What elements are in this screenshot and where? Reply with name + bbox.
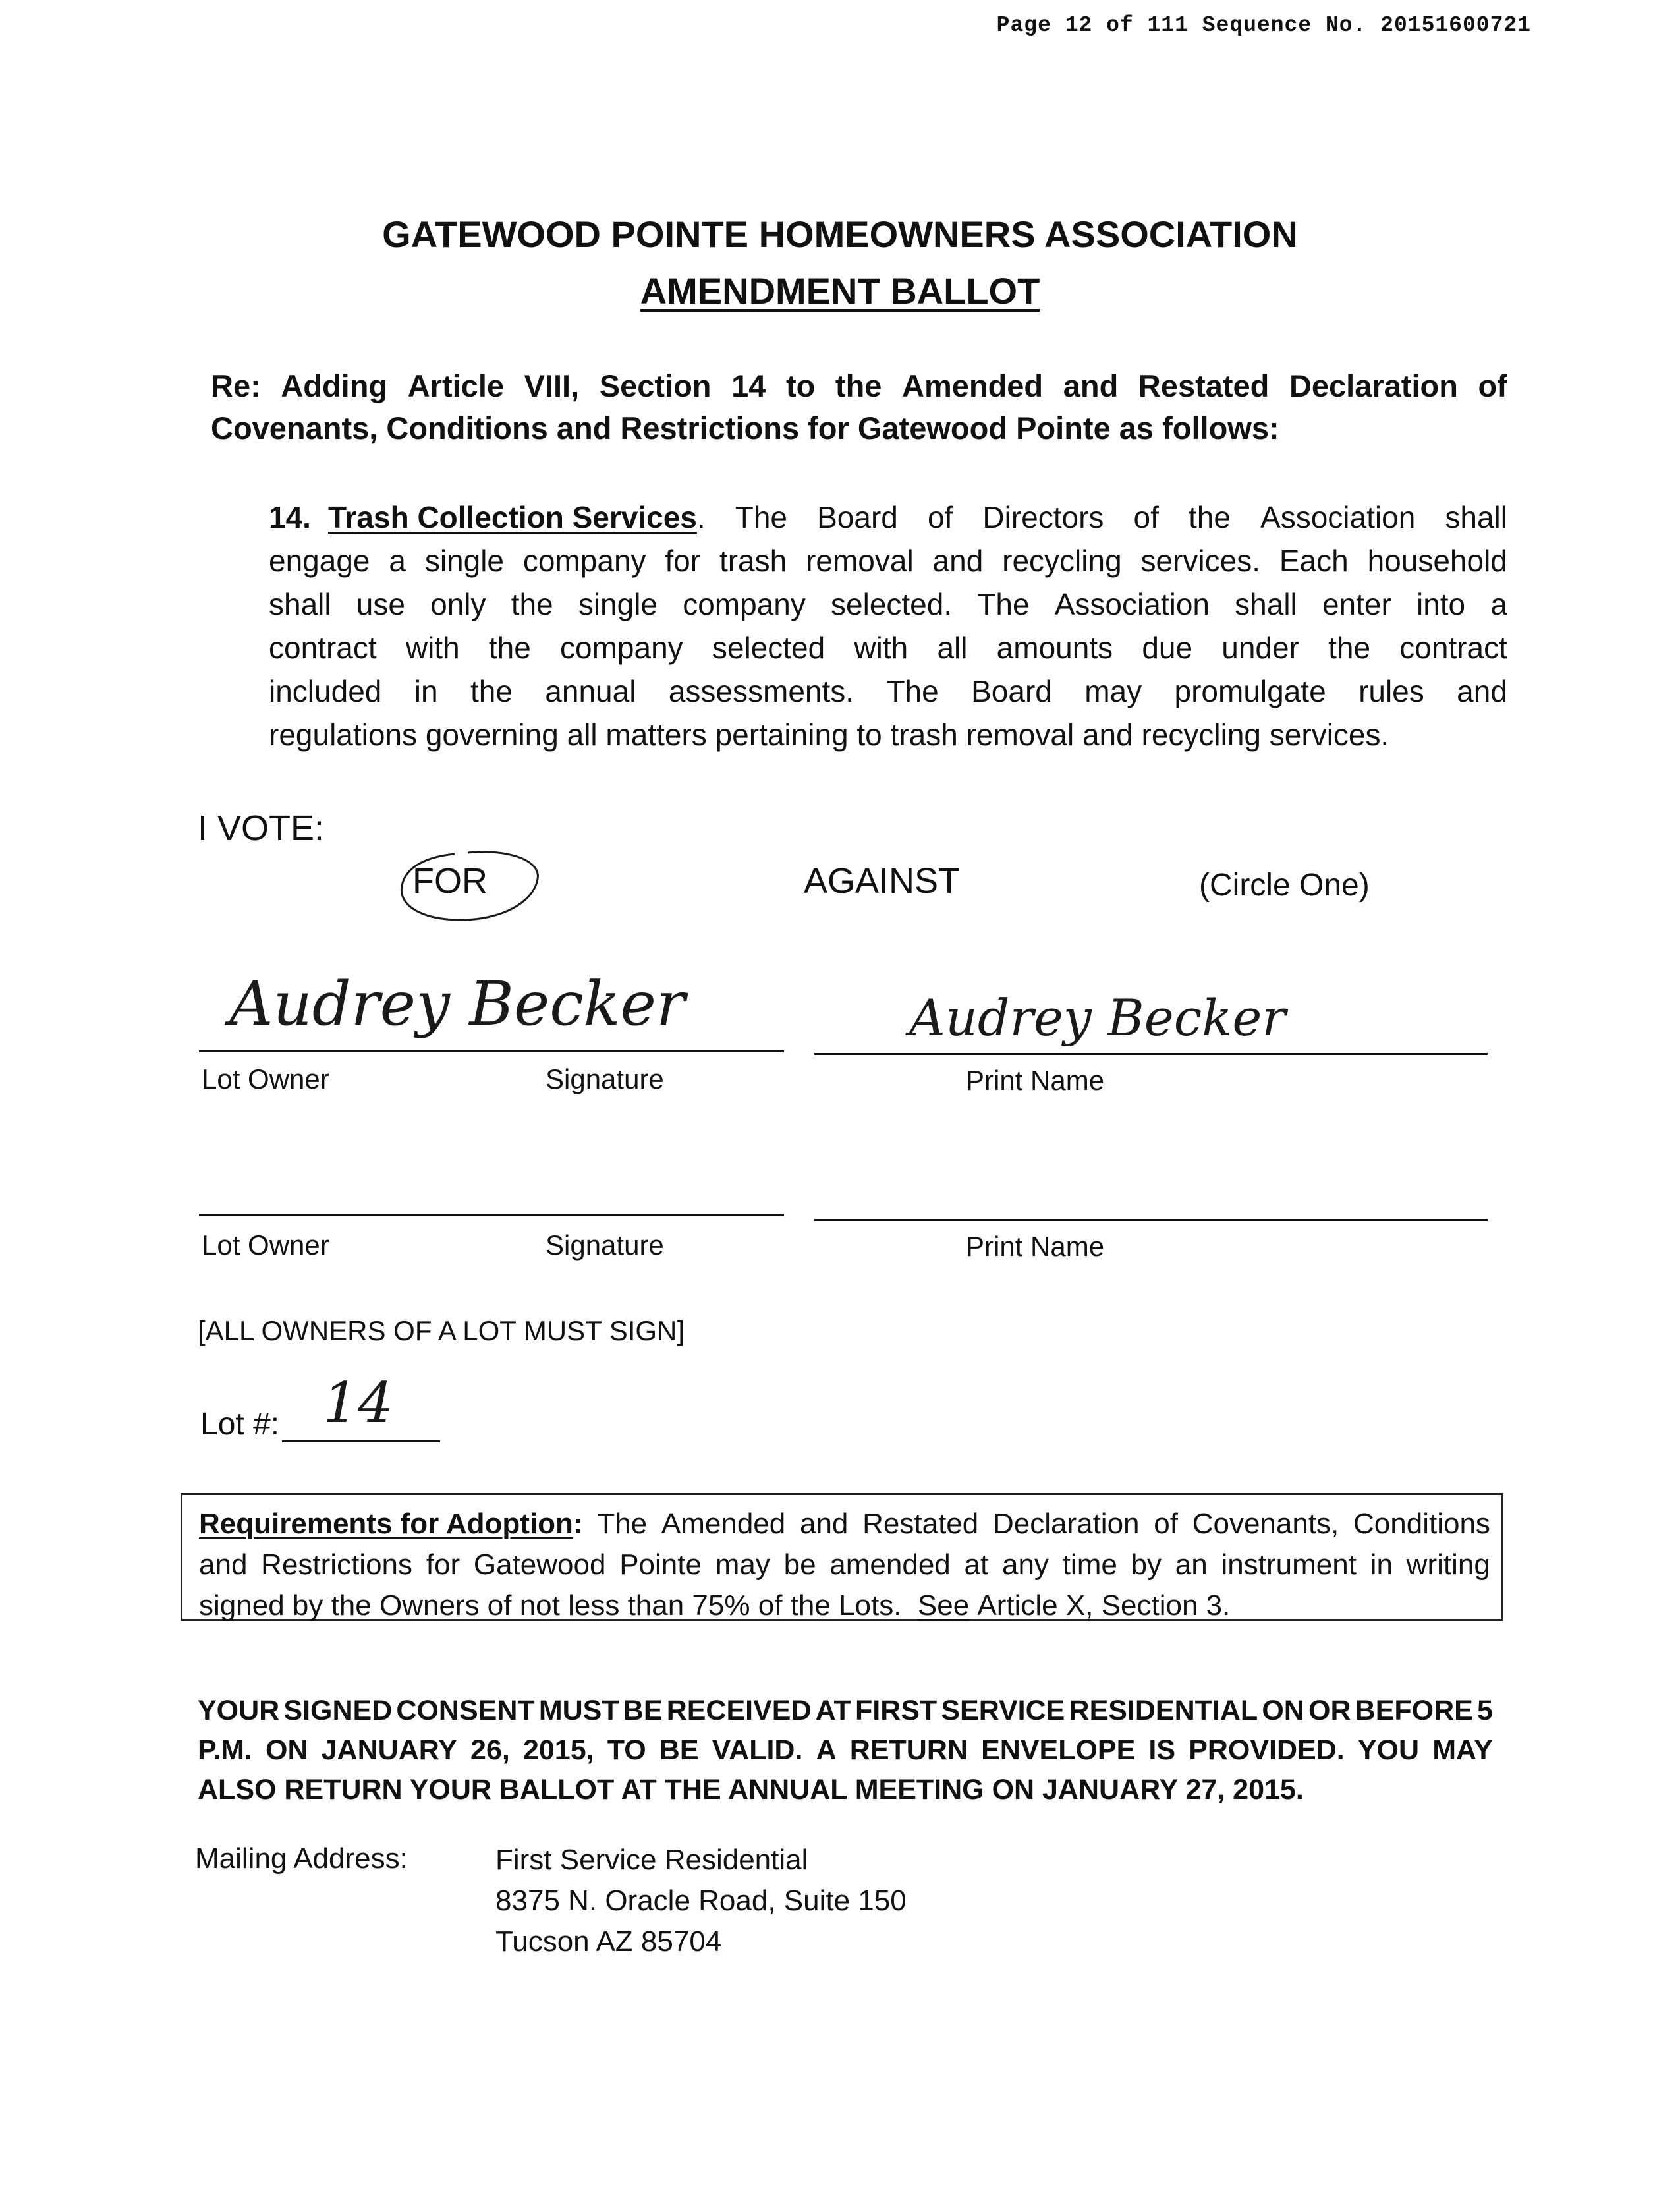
page-sequence-header: Page 12 of 111 Sequence No. 20151600721 <box>996 13 1531 38</box>
amendment-word: Directors <box>982 500 1104 534</box>
amendment-word: the <box>470 674 513 708</box>
heading-period: . <box>696 500 706 534</box>
notice-line-2 <box>198 1730 1493 1770</box>
notice-word: YOUR <box>198 1695 280 1726</box>
amendment-word: with <box>854 631 909 665</box>
amendment-word: removal <box>806 544 914 578</box>
notice-word: BE <box>659 1734 699 1766</box>
notice-word: AT <box>815 1695 851 1726</box>
amendment-word: single <box>424 544 505 578</box>
amendment-word: promulgate <box>1174 674 1326 708</box>
requirements-line3-end: Article X, Section 3. <box>977 1589 1231 1622</box>
requirements-line-1 <box>199 1504 1490 1545</box>
vote-option-for[interactable]: FOR <box>412 861 488 901</box>
amendment-word: use <box>356 587 405 621</box>
requirements-line-3 <box>199 1585 1490 1626</box>
re-word: Article <box>407 368 505 403</box>
re-word: the <box>835 368 882 403</box>
notice-word: MAY <box>1432 1734 1493 1766</box>
notice-word: CONSENT <box>396 1695 535 1726</box>
notice-word: RESIDENTIAL <box>1069 1695 1258 1726</box>
amendment-word: all <box>937 631 968 665</box>
amendment-word: and <box>1457 674 1507 708</box>
owner2-signature-label: Signature <box>546 1230 664 1261</box>
re-label: Re: <box>211 368 261 403</box>
notice-word: ON <box>1262 1695 1304 1726</box>
requirements-word: Gatewood <box>473 1548 606 1581</box>
re-word: of <box>1478 368 1507 403</box>
notice-word: 26, <box>470 1734 510 1766</box>
amendment-word: a <box>1490 587 1507 621</box>
notice-word: JANUARY <box>321 1734 457 1766</box>
requirements-word: any <box>1001 1548 1049 1581</box>
amendment-word: shall <box>269 587 331 621</box>
amendment-word: for <box>665 544 701 578</box>
requirements-word: Pointe <box>619 1548 702 1581</box>
vote-option-against[interactable]: AGAINST <box>804 861 961 901</box>
amendment-line-4 <box>269 626 1507 669</box>
requirements-heading: Requirements for Adoption <box>199 1508 573 1540</box>
amendment-word: shall <box>1445 500 1507 534</box>
notice-word: PROVIDED. <box>1189 1734 1345 1766</box>
amendment-word: Association <box>1054 587 1210 621</box>
owner1-print-name-line <box>814 1053 1488 1055</box>
lot-number-handwriting: 14 <box>323 1371 393 1435</box>
re-word: Amended <box>902 368 1044 403</box>
lot-number-line <box>282 1440 440 1442</box>
owner1-lot-owner-label: Lot Owner <box>202 1063 329 1094</box>
requirements-word: at <box>964 1548 989 1581</box>
amendment-heading-group <box>269 496 706 539</box>
requirements-word: Restated <box>862 1508 979 1540</box>
re-word: Section <box>599 368 712 403</box>
notice-word: 2015, <box>522 1734 594 1766</box>
amendment-word: company <box>683 587 806 621</box>
amendment-word: the <box>511 587 553 621</box>
notice-word: TO <box>607 1734 646 1766</box>
mailing-address-line: First Service Residential <box>495 1844 808 1876</box>
owner2-print-name-line[interactable] <box>814 1219 1488 1221</box>
amendment-word: Association <box>1260 500 1416 534</box>
amendment-word: amounts <box>996 631 1113 665</box>
owner1-signature-handwriting: Audrey Becker <box>229 969 685 1039</box>
amendment-word: of <box>1133 500 1159 534</box>
notice-word: A <box>816 1734 837 1766</box>
re-word: VIII, <box>524 368 580 403</box>
notice-word: RETURN <box>849 1734 968 1766</box>
amendment-heading: Trash Collection Services <box>327 500 697 534</box>
requirements-line-2 <box>199 1545 1490 1585</box>
owner1-print-name-label: Print Name <box>966 1065 1105 1096</box>
amendment-word: due <box>1142 631 1193 665</box>
amendment-word: in <box>414 674 438 708</box>
requirements-word: Declaration <box>992 1508 1140 1540</box>
re-word: to <box>785 368 816 403</box>
amendment-word: of <box>927 500 953 534</box>
amendment-line-2 <box>269 539 1507 582</box>
re-word: 14 <box>731 368 766 403</box>
amendment-word: may <box>1084 674 1142 708</box>
notice-word: YOU <box>1357 1734 1420 1766</box>
notice-word: P.M. <box>198 1734 252 1766</box>
amendment-word: Board <box>817 500 898 534</box>
amendment-word: with <box>405 631 460 665</box>
amendment-word: rules <box>1358 674 1424 708</box>
amendment-line-6: regulations governing all matters pertaining to trash removal and recycling services. <box>269 718 1389 752</box>
notice-line-3: ALSO RETURN YOUR BALLOT AT THE ANNUAL MEETING ON JANUARY 27, 2015. <box>198 1774 1304 1805</box>
amendment-word: contract <box>1399 631 1507 665</box>
amendment-word: the <box>1328 631 1371 665</box>
amendment-word: services. <box>1140 544 1260 578</box>
amendment-word: included <box>269 674 382 708</box>
notice-line-1 <box>198 1691 1493 1730</box>
amendment-word: shall <box>1235 587 1297 621</box>
notice-word: 5 <box>1477 1695 1493 1726</box>
notice-word: MUST <box>538 1695 619 1726</box>
amendment-line-5 <box>269 669 1507 713</box>
requirements-word: writing <box>1406 1548 1490 1581</box>
requirements-see: See <box>917 1589 970 1622</box>
ballot-title-text: AMENDMENT BALLOT <box>640 270 1040 312</box>
requirements-word: in <box>1370 1548 1393 1581</box>
amendment-word: single <box>578 587 658 621</box>
re-word: Restated <box>1138 368 1270 403</box>
notice-word: ENVELOPE <box>981 1734 1136 1766</box>
requirements-word: Conditions <box>1353 1508 1490 1540</box>
owner1-signature-line <box>199 1050 784 1052</box>
notice-word: RECEIVED <box>666 1695 812 1726</box>
amendment-word: under <box>1221 631 1299 665</box>
requirements-word: instrument <box>1221 1548 1357 1581</box>
requirements-line3-start: signed by the Owners of not less than 75% of the Lots. <box>199 1589 902 1622</box>
ballot-title <box>0 266 1680 316</box>
notice-word: IS <box>1148 1734 1176 1766</box>
mailing-address-line: 8375 N. Oracle Road, Suite 150 <box>495 1885 907 1917</box>
re-word: Declaration <box>1289 368 1458 403</box>
notice-word: FIRST <box>854 1695 938 1726</box>
requirements-word: and <box>199 1548 248 1581</box>
owner2-signature-line[interactable] <box>199 1214 784 1216</box>
amendment-word: assessments. <box>668 674 854 708</box>
owner2-print-name-label: Print Name <box>966 1231 1105 1262</box>
mailing-address-line: Tucson AZ 85704 <box>495 1925 722 1958</box>
requirements-word: by <box>1131 1548 1162 1581</box>
re-word: and <box>1063 368 1119 403</box>
requirements-word: and <box>799 1508 849 1540</box>
amendment-word: selected <box>712 631 826 665</box>
requirements-word: Covenants, <box>1192 1508 1339 1540</box>
requirements-word: of <box>1154 1508 1178 1540</box>
all-owners-note: [ALL OWNERS OF A LOT MUST SIGN] <box>198 1315 685 1346</box>
notice-word: VALID. <box>712 1734 803 1766</box>
owner2-lot-owner-label: Lot Owner <box>202 1230 329 1261</box>
notice-word: SERVICE <box>941 1695 1065 1726</box>
amendment-word: Board <box>971 674 1052 708</box>
notice-word: BEFORE <box>1355 1695 1473 1726</box>
amendment-word: The <box>735 500 787 534</box>
requirements-word: Restrictions <box>261 1548 413 1581</box>
amendment-word: company <box>522 544 646 578</box>
amendment-word: contract <box>269 631 377 665</box>
amendment-word: household <box>1367 544 1507 578</box>
notice-word: BE <box>623 1695 663 1726</box>
amendment-word: The <box>886 674 939 708</box>
re-line-2: Covenants, Conditions and Restrictions for Gatewood Pointe as follows: <box>211 411 1279 445</box>
owner1-signature-label: Signature <box>546 1063 664 1094</box>
amendment-word: annual <box>545 674 636 708</box>
amendment-word: enter <box>1322 587 1391 621</box>
amendment-word: the <box>488 631 531 665</box>
amendment-word: trash <box>719 544 787 578</box>
notice-word: ON <box>266 1734 308 1766</box>
amendment-number: 14. <box>269 500 311 534</box>
lot-number-label: Lot #: <box>200 1407 280 1442</box>
amendment-word: recycling <box>1002 544 1122 578</box>
amendment-word: a <box>389 544 406 578</box>
amendment-line-1 <box>269 496 1507 539</box>
requirements-word: time <box>1062 1548 1117 1581</box>
owner1-printed-name-handwriting: Audrey Becker <box>909 988 1286 1047</box>
requirements-word: an <box>1175 1548 1208 1581</box>
amendment-word: The <box>977 587 1030 621</box>
amendment-word: into <box>1416 587 1466 621</box>
re-word: Adding <box>281 368 388 403</box>
notice-word: SIGNED <box>283 1695 393 1726</box>
amendment-word: and <box>932 544 984 578</box>
requirements-word: amended <box>829 1548 951 1581</box>
requirements-word: be <box>783 1548 816 1581</box>
amendment-word: Each <box>1279 544 1349 578</box>
amendment-word: company <box>560 631 683 665</box>
amendment-word: only <box>430 587 486 621</box>
requirements-colon: : <box>573 1508 583 1540</box>
association-title: GATEWOOD POINTE HOMEOWNERS ASSOCIATION <box>382 213 1298 255</box>
mailing-address-label: Mailing Address: <box>195 1842 408 1875</box>
notice-word: OR <box>1308 1695 1351 1726</box>
requirements-word: for <box>426 1548 461 1581</box>
requirements-word: Amended <box>661 1508 786 1540</box>
vote-label: I VOTE: <box>198 808 325 848</box>
requirements-heading-group <box>199 1504 583 1545</box>
requirements-word: The <box>597 1508 648 1540</box>
circle-one-instruction: (Circle One) <box>1199 868 1370 903</box>
re-line-1 <box>211 365 1507 407</box>
amendment-word: the <box>1189 500 1231 534</box>
requirements-word: may <box>715 1548 770 1581</box>
amendment-word: selected. <box>831 587 953 621</box>
amendment-word: engage <box>269 544 370 578</box>
amendment-line-3 <box>269 582 1507 626</box>
hand-drawn-circle-mark <box>389 842 553 928</box>
